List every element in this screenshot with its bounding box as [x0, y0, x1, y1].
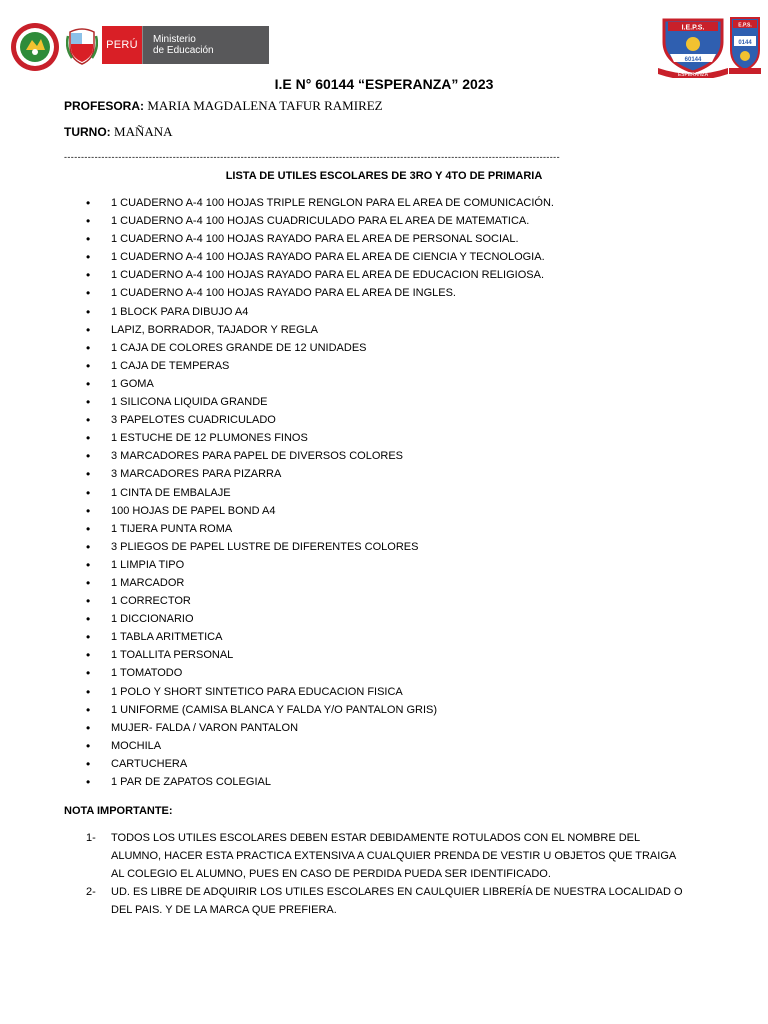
note-item: [86, 883, 686, 919]
list-item: • 1 TIJERA PUNTA ROMA: [86, 521, 233, 536]
list-item: • 3 PAPELOTES CUADRICULADO: [86, 413, 276, 428]
document-title: I.E N° 60144 “ESPERANZA” 2023: [274, 76, 494, 92]
bullet-icon: •: [86, 286, 91, 301]
list-item: • 1 CUADERNO A-4 100 HOJAS RAYADO PARA EL AREA DE EDUCACION RELIGIOSA.: [86, 268, 545, 283]
list-item: • 1 CORRECTOR: [86, 594, 191, 609]
list-item: • 1 SILICONA LIQUIDA GRANDE: [86, 395, 268, 410]
list-item: • MOCHILA: [86, 738, 162, 753]
bullet-icon: •: [86, 322, 91, 337]
list-item: • 1 LIMPIA TIPO: [86, 557, 185, 572]
shift-value: MAÑANA: [114, 124, 173, 139]
bullet-icon: •: [86, 250, 91, 265]
bullet-icon: •: [86, 756, 91, 771]
bullet-icon: •: [86, 648, 91, 663]
bullet-icon: •: [86, 413, 91, 428]
list-item: • LAPIZ, BORRADOR, TAJADOR Y REGLA: [86, 322, 319, 337]
list-item: • 1 CINTA DE EMBALAJE: [86, 485, 231, 500]
note-number: 2-: [86, 886, 96, 898]
list-item: • 1 CUADERNO A-4 100 HOJAS RAYADO PARA EL AREA DE INGLES.: [86, 286, 456, 301]
ministerio-line-2: de Educación: [153, 45, 214, 56]
bullet-icon: •: [86, 521, 91, 536]
school-shield-small-icon: [728, 14, 762, 78]
svg-text:I.E.P.S.: I.E.P.S.: [681, 24, 705, 32]
list-item: • MUJER- FALDA / VARON PANTALON: [86, 720, 299, 735]
list-item: • 3 MARCADORES PARA PAPEL DE DIVERSOS COLORES: [86, 449, 403, 464]
bullet-icon: •: [86, 232, 91, 247]
shift-label: TURNO:: [64, 125, 111, 139]
teacher-name: MARIA MAGDALENA TAFUR RAMIREZ: [147, 98, 383, 113]
supplies-list: [86, 194, 554, 791]
bullet-icon: •: [86, 268, 91, 283]
list-item: • 1 TOALLITA PERSONAL: [86, 648, 234, 663]
important-notes-list: [86, 829, 686, 919]
svg-text:0144: 0144: [738, 40, 752, 46]
teacher-line: [64, 98, 383, 114]
regional-education-seal-icon: [10, 22, 60, 72]
bullet-icon: •: [86, 684, 91, 699]
list-item: • 1 UNIFORME (CAMISA BLANCA Y FALDA Y/O PANTALON GRIS): [86, 702, 438, 717]
note-number: 1-: [86, 832, 96, 844]
list-item: • 1 CAJA DE COLORES GRANDE DE 12 UNIDADES: [86, 340, 367, 355]
bullet-icon: •: [86, 196, 91, 210]
list-item: • 1 TOMATODO: [86, 666, 183, 681]
bullet-icon: •: [86, 431, 91, 446]
list-item: • 1 PAR DE ZAPATOS COLEGIAL: [86, 775, 271, 789]
bullet-icon: •: [86, 358, 91, 373]
list-item: • 1 CUADERNO A-4 100 HOJAS RAYADO PARA EL AREA DE CIENCIA Y TECNOLOGIA.: [86, 250, 545, 265]
bullet-icon: •: [86, 738, 91, 753]
list-item: • 1 CUADERNO A-4 100 HOJAS TRIPLE RENGLON PARA EL AREA DE COMUNICACIÓN.: [86, 196, 554, 210]
list-item: • 1 CUADERNO A-4 100 HOJAS CUADRICULADO PARA EL AREA DE MATEMATICA.: [86, 214, 530, 229]
list-item: • 1 MARCADOR: [86, 575, 185, 590]
teacher-label: PROFESORA:: [64, 99, 145, 113]
bullet-icon: •: [86, 340, 91, 355]
bullet-icon: •: [86, 557, 91, 572]
document-header: [0, 0, 768, 84]
note-item: [86, 829, 686, 883]
list-item: • 3 PLIEGOS DE PAPEL LUSTRE DE DIFERENTES COLORES: [86, 539, 419, 554]
list-title: LISTA DE UTILES ESCOLARES DE 3RO Y 4TO DE PRIMARIA: [225, 170, 543, 182]
list-item: • 1 DICCIONARIO: [86, 612, 194, 627]
bullet-icon: •: [86, 702, 91, 717]
list-item: • 1 CAJA DE TEMPERAS: [86, 358, 230, 373]
note-text: UD. ES LIBRE DE ADQUIRIR LOS UTILES ESCOLARES EN CAULQUIER LIBRERÍA DE NUESTRA LOCALIDAD O DEL PAIS. Y DE LA MARCA QUE PREFIERA.: [111, 886, 683, 916]
bullet-icon: •: [86, 594, 91, 609]
important-note-title: NOTA IMPORTANTE:: [64, 805, 173, 817]
dashed-divider: --------------------------------------------------------------------------------------------------------------------------------------------------: [64, 152, 560, 162]
bullet-icon: •: [86, 503, 91, 518]
note-text: TODOS LOS UTILES ESCOLARES DEBEN ESTAR DEBIDAMENTE ROTULADOS CON EL NOMBRE DEL ALUMNO, HACER ESTA PRACTICA EXTENSIVA A CUALQUIER PRENDA DE VESTIR U OBJETOS QUE TRAIGA AL COLEGIO EL ALUMNO, PUES EN CASO DE PERDIDA PUEDA SER IDENTIFICADO.: [111, 832, 676, 880]
svg-text:E.P.S.: E.P.S.: [738, 22, 752, 29]
bullet-icon: •: [86, 612, 91, 627]
bullet-icon: •: [86, 214, 91, 229]
list-item: • 1 BLOCK PARA DIBUJO A4: [86, 304, 249, 319]
list-item: • 1 TABLA ARITMETICA: [86, 630, 223, 645]
shift-line: [64, 124, 173, 140]
bullet-icon: •: [86, 304, 91, 319]
bullet-icon: •: [86, 775, 91, 789]
list-item: • 100 HOJAS DE PAPEL BOND A4: [86, 503, 276, 518]
national-coat-of-arms-icon: [66, 26, 98, 66]
bullet-icon: •: [86, 539, 91, 554]
ministerio-line-1: Ministerio: [153, 34, 196, 45]
bullet-icon: •: [86, 376, 91, 391]
list-item: • 1 GOMA: [86, 376, 154, 391]
ministerio-logo-block: [142, 26, 269, 64]
list-item: • 1 ESTUCHE DE 12 PLUMONES FINOS: [86, 431, 308, 446]
bullet-icon: •: [86, 666, 91, 681]
svg-text:ESPERANZA: ESPERANZA: [677, 72, 709, 78]
bullet-icon: •: [86, 720, 91, 735]
list-item: • 3 MARCADORES PARA PIZARRA: [86, 467, 282, 482]
peru-logo-block: PERÚ: [102, 26, 142, 64]
bullet-icon: •: [86, 449, 91, 464]
list-item: • 1 CUADERNO A-4 100 HOJAS RAYADO PARA EL AREA DE PERSONAL SOCIAL.: [86, 232, 519, 247]
school-shield-icon: [658, 16, 728, 78]
list-item: • CARTUCHERA: [86, 756, 188, 771]
bullet-icon: •: [86, 630, 91, 645]
bullet-icon: •: [86, 575, 91, 590]
bullet-icon: •: [86, 395, 91, 410]
svg-text:60144: 60144: [684, 57, 702, 63]
bullet-icon: •: [86, 467, 91, 482]
list-item: • 1 POLO Y SHORT SINTETICO PARA EDUCACION FISICA: [86, 684, 403, 699]
bullet-icon: •: [86, 485, 91, 500]
